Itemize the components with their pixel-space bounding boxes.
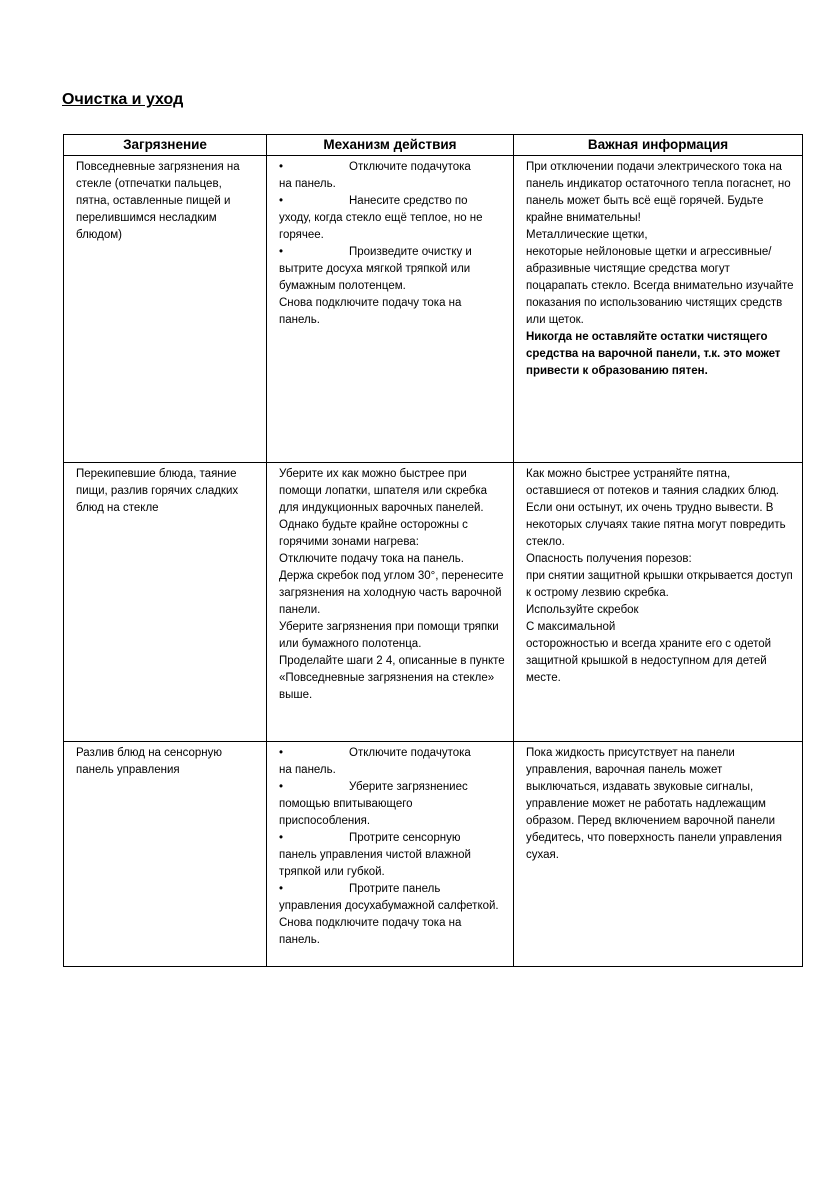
action-step-rest: вытрите досуха мягкой тряпкой или бумажным полотенцем. <box>279 263 471 292</box>
action-paragraph: Проделайте шаги 2 4, описанные в пункте «Повседневные загрязнения на стекле» <box>279 655 505 684</box>
action-note: Снова подключите подачу тока на панель. <box>279 917 462 946</box>
action-step-rest: на панель. <box>279 764 336 776</box>
action-step-first: Протрите панель <box>349 883 441 895</box>
header-action: Механизм действия <box>267 135 514 156</box>
info-paragraph: Используйте скребок <box>526 604 639 616</box>
header-info: Важная информация <box>514 135 803 156</box>
action-paragraph: Уберите загрязнения при помощи тряпки или бумажного полотенца. <box>279 621 499 650</box>
table-header-row <box>64 135 803 156</box>
action-cell <box>267 463 514 742</box>
contamination-cell <box>64 463 267 742</box>
action-step-first: Нанесите средство по <box>349 195 468 207</box>
action-step-rest: управления досухабумажной салфеткой. <box>279 900 499 912</box>
bullet-icon: • <box>279 195 284 207</box>
info-paragraph: Опасность получения порезов: <box>526 553 692 565</box>
action-cell <box>267 156 514 463</box>
info-paragraph: осторожностью и всегда храните его с одетой защитной крышкой в недоступном для детей месте. <box>526 638 772 684</box>
info-warning: Никогда не оставляйте остатки чистящего средства на варочной панели, т.к. это может привести к образованию пятен. <box>526 331 781 377</box>
action-step-rest: помощью впитывающего приспособления. <box>279 798 413 827</box>
action-step-rest: уходу, когда стекло ещё теплое, но не горячее. <box>279 212 483 241</box>
bullet-icon: • <box>279 246 284 258</box>
contamination-cell <box>64 742 267 967</box>
action-cell <box>267 742 514 967</box>
bullet-icon: • <box>279 832 284 844</box>
info-cell <box>514 156 803 463</box>
info-paragraph: Металлические щетки, <box>526 229 648 241</box>
action-step-first: Отключите подачутока <box>349 161 471 173</box>
action-step <box>279 830 505 847</box>
action-paragraph: Держа скребок под углом 30°, перенесите загрязнения на холодную часть варочной панели. <box>279 570 504 616</box>
bullet-icon: • <box>279 161 284 173</box>
action-note: Снова подключите подачу тока на панель. <box>279 297 462 326</box>
contamination-cell <box>64 156 267 463</box>
action-paragraph: Уберите их как можно быстрее при помощи лопатки, шпателя или скребка для индукционных варочных панелей. Однако будьте крайне осторожны с горячими зонами нагрева: <box>279 468 488 548</box>
table-row <box>64 156 803 463</box>
action-paragraph: Отключите подачу тока на панель. <box>279 553 464 565</box>
info-paragraph: Пока жидкость присутствует на панели управления, варочная панель может выключаться, издавать звуковые сигналы, управление может не работать надлежащим образом. Перед включением варочной панели убедитесь, что поверхность панели управления сухая. <box>526 747 783 861</box>
action-step-first: Отключите подачутока <box>349 747 471 759</box>
info-cell <box>514 463 803 742</box>
action-step <box>279 745 505 762</box>
header-contamination: Загрязнение <box>64 135 267 156</box>
bullet-icon: • <box>279 781 284 793</box>
page-title: Очистка и уход <box>62 91 184 108</box>
action-step-rest: на панель. <box>279 178 336 190</box>
info-cell <box>514 742 803 967</box>
contamination-text: Перекипевшие блюда, таяние пищи, разлив горячих сладких блюд на стекле <box>76 468 239 514</box>
action-step-first: Уберите загрязнениес <box>349 781 468 793</box>
action-step-first: Протрите сенсорную <box>349 832 461 844</box>
action-step-rest: панель управления чистой влажной тряпкой или губкой. <box>279 849 471 878</box>
bullet-icon: • <box>279 883 284 895</box>
cleaning-table <box>63 134 803 967</box>
action-paragraph: выше. <box>279 689 313 701</box>
info-paragraph: При отключении подачи электрического тока на панель индикатор остаточного тепла погаснет, но панель может быть всё ещё горячей. Будьте крайне внимательны! <box>526 161 791 224</box>
action-step <box>279 193 505 210</box>
action-step <box>279 881 505 898</box>
table-row <box>64 742 803 967</box>
table-row <box>64 463 803 742</box>
info-paragraph: при снятии защитной крышки открывается доступ к острому лезвию скребка. <box>526 570 793 599</box>
action-step <box>279 779 505 796</box>
info-paragraph: некоторые нейлоновые щетки и агрессивные/абразивные чистящие средства могут поцарапать стекло. Всегда внимательно изучайте показания по использованию чистящих средств или щеток. <box>526 246 794 326</box>
action-step-first: Произведите очистку и <box>349 246 472 258</box>
contamination-text: Повседневные загрязнения на стекле (отпечатки пальцев, пятна, оставленные пищей и перелившимся несладким блюдом) <box>76 161 240 241</box>
contamination-text: Разлив блюд на сенсорную панель управления <box>76 747 223 776</box>
bullet-icon: • <box>279 747 284 759</box>
action-step <box>279 244 505 261</box>
info-paragraph: С максимальной <box>526 621 616 633</box>
info-paragraph: Как можно быстрее устраняйте пятна, оставшиеся от потеков и таяния сладких блюд. Если они остынут, их очень трудно вывести. В некоторых случаях такие пятна могут повредить стекло. <box>526 468 786 548</box>
action-step <box>279 159 505 176</box>
